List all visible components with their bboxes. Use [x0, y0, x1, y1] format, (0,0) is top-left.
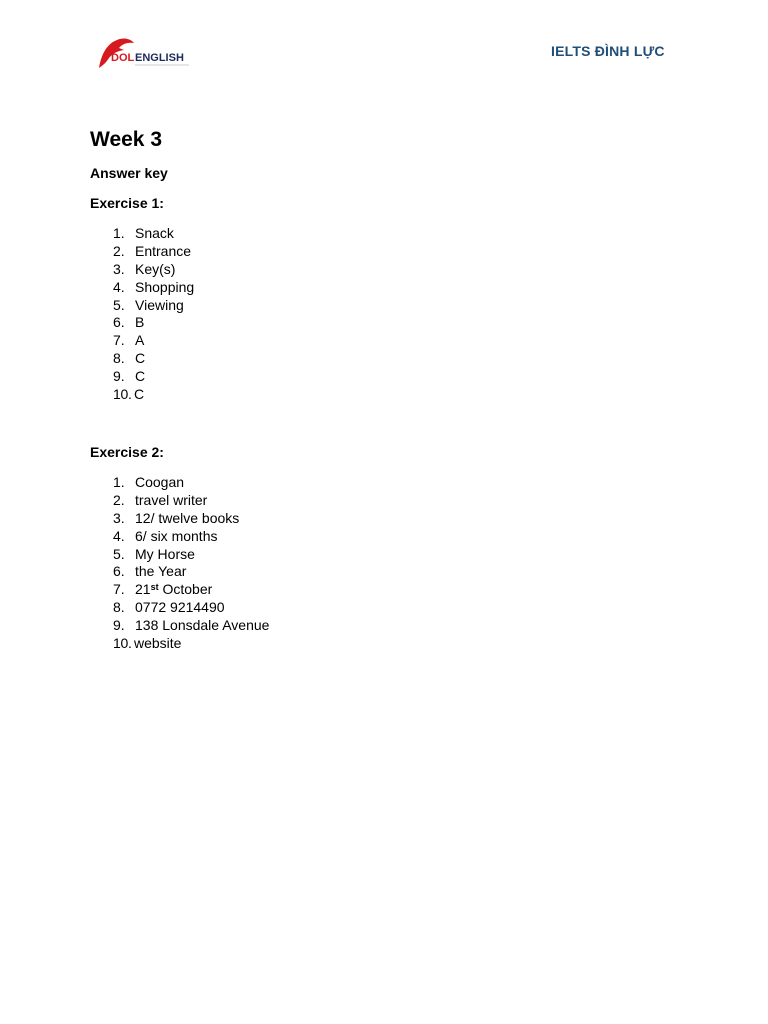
item-number: 9. — [113, 617, 125, 634]
ordinal-suffix: st — [150, 582, 159, 593]
item-number: 3. — [113, 509, 125, 526]
item-number: 4. — [113, 527, 125, 544]
item-text: Coogan — [135, 474, 185, 490]
item-text: Snack — [135, 225, 174, 241]
answer-key-label: Answer key — [90, 165, 168, 181]
brand-right: ENGLISH — [135, 52, 184, 64]
item-text: B — [135, 314, 145, 331]
exercise-2-heading: Exercise 2: — [90, 444, 164, 460]
date-day: 21 — [135, 581, 151, 598]
item-text: Entrance — [135, 242, 192, 259]
item-text — [135, 581, 212, 599]
item-text: travel writer — [135, 491, 208, 508]
item-text: website — [134, 635, 182, 652]
header-title: IELTS ĐÌNH LỰC — [551, 43, 665, 59]
item-text: C — [135, 368, 146, 385]
item-text: C — [134, 386, 145, 403]
item-text: 0772 9214490 — [135, 599, 225, 616]
exercise-1-heading: Exercise 1: — [90, 195, 164, 211]
item-text: Shopping — [135, 278, 195, 295]
item-text: the Year — [135, 563, 187, 580]
item-number: 10. — [113, 635, 132, 652]
item-number: 7. — [113, 332, 125, 349]
date-month: October — [158, 581, 213, 598]
item-text: Viewing — [135, 296, 184, 313]
item-number: 5. — [113, 296, 125, 313]
item-number: 4. — [113, 278, 125, 295]
item-number: 8. — [113, 599, 125, 616]
item-number: 10. — [113, 386, 132, 403]
item-text: C — [135, 350, 146, 367]
item-number: 9. — [113, 368, 125, 385]
item-text: 138 Lonsdale Avenue — [135, 617, 270, 634]
item-number: 3. — [113, 260, 125, 277]
item-text: 12/ twelve books — [135, 509, 240, 526]
item-text: A — [135, 332, 145, 349]
dol-english-logo — [97, 34, 193, 74]
item-text: Key(s) — [135, 260, 176, 277]
item-number: 2. — [113, 242, 125, 259]
item-number: 2. — [113, 491, 125, 508]
item-number: 1. — [113, 474, 125, 490]
item-number: 6. — [113, 563, 125, 580]
page-title: Week 3 — [90, 128, 162, 151]
item-number: 7. — [113, 581, 125, 598]
item-text: 6/ six months — [135, 527, 218, 544]
item-number: 1. — [113, 225, 125, 241]
item-number: 5. — [113, 545, 125, 562]
item-number: 6. — [113, 314, 125, 331]
item-number: 8. — [113, 350, 125, 367]
brand-left: DOL — [111, 52, 135, 64]
item-text: My Horse — [135, 545, 195, 562]
